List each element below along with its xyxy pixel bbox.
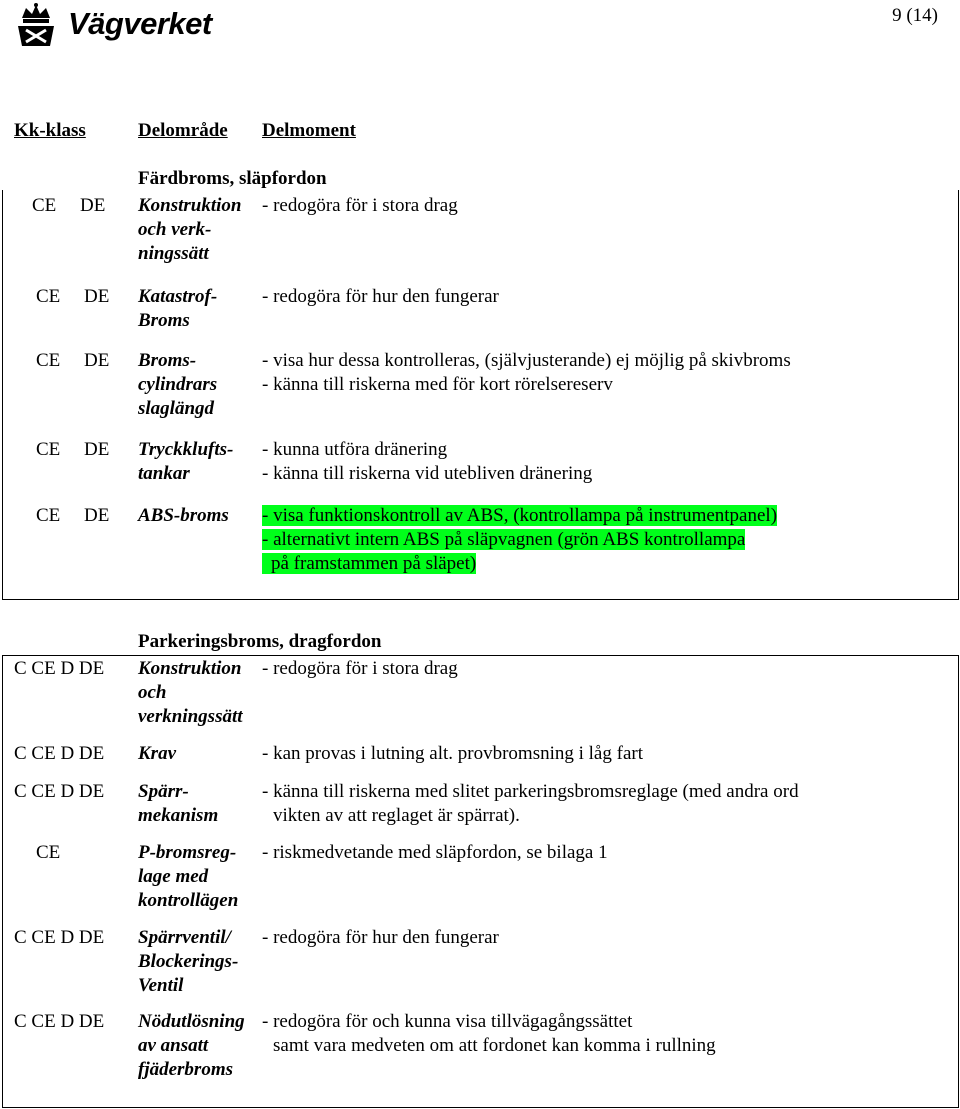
row-area: mekanism <box>138 805 219 826</box>
section-title-fardbroms: Färdbroms, släpfordon <box>138 168 327 189</box>
row-class: CE <box>36 505 61 526</box>
column-kk-klass: Kk-klass <box>14 120 86 141</box>
row-area: Konstruktion <box>138 658 242 679</box>
row-class: CE <box>32 195 57 216</box>
row-moment: - redogöra för och kunna visa tillvägagångssättet <box>262 1011 633 1032</box>
row-class: CE <box>36 350 61 371</box>
row-class: DE <box>80 195 106 216</box>
row-area: lage med <box>138 866 209 887</box>
page-number: 9 (14) <box>892 5 938 26</box>
highlight-text: - visa funktionskontroll av ABS, (kontrollampa på instrumentpanel) <box>262 505 778 526</box>
row-area: Broms <box>138 310 190 331</box>
row-area: P-bromsreg- <box>138 842 237 863</box>
highlight-text: på framstammen på släpet) <box>262 553 476 574</box>
row-moment: - redogöra för i stora drag <box>262 195 458 216</box>
row-area: verkningssätt <box>138 706 243 727</box>
row-area: slaglängd <box>138 398 215 419</box>
row-area: ABS-broms <box>138 505 229 526</box>
vagverket-logo <box>14 2 234 48</box>
row-moment: vikten av att reglaget är spärrat). <box>273 805 520 826</box>
row-moment-highlighted <box>262 504 777 528</box>
row-moment: - redogöra för i stora drag <box>262 658 458 679</box>
row-class: C CE D DE <box>14 658 105 679</box>
row-class: DE <box>84 505 110 526</box>
row-class: DE <box>84 439 110 460</box>
highlight-text: - alternativt intern ABS på släpvagnen (grön ABS kontrollampa <box>262 529 746 550</box>
row-moment: - kan provas i lutning alt. provbromsning i låg fart <box>262 743 643 764</box>
row-area: Nödutlösning <box>138 1011 245 1032</box>
row-moment: - riskmedvetande med släpfordon, se bilaga 1 <box>262 842 608 863</box>
row-area: och <box>138 682 167 703</box>
row-class: C CE D DE <box>14 927 105 948</box>
row-area: och verk- <box>138 219 212 240</box>
row-area: Spärrventil/ <box>138 927 231 948</box>
row-area: Tryckklufts- <box>138 439 234 460</box>
row-area: fjäderbroms <box>138 1059 233 1080</box>
logo-text: Vägverket <box>68 6 212 41</box>
row-moment: samt vara medveten om att fordonet kan komma i rullning <box>273 1035 716 1056</box>
row-class: CE <box>36 439 61 460</box>
row-moment-highlighted <box>262 528 745 552</box>
row-area: Ventil <box>138 975 184 996</box>
row-moment: - känna till riskerna med för kort rörelsereserv <box>262 374 613 395</box>
row-class: CE <box>36 286 61 307</box>
row-area: Broms- <box>138 350 197 371</box>
column-delmoment: Delmoment <box>262 120 356 141</box>
row-moment: - kunna utföra dränering <box>262 439 448 460</box>
row-area: tankar <box>138 463 190 484</box>
row-class: DE <box>84 350 110 371</box>
row-class: C CE D DE <box>14 781 105 802</box>
row-moment: - redogöra för hur den fungerar <box>262 286 499 307</box>
row-area: av ansatt <box>138 1035 209 1056</box>
row-moment-highlighted <box>262 552 476 576</box>
row-area: Katastrof- <box>138 286 218 307</box>
row-area: cylindrars <box>138 374 218 395</box>
row-class: C CE D DE <box>14 743 105 764</box>
row-class: C CE D DE <box>14 1011 105 1032</box>
crown-emblem-icon <box>14 2 58 48</box>
row-moment: - visa hur dessa kontrolleras, (självjusterande) ej möjlig på skivbroms <box>262 350 791 371</box>
row-area: Blockerings- <box>138 951 239 972</box>
row-area: Konstruktion <box>138 195 242 216</box>
row-area: kontrollägen <box>138 890 239 911</box>
row-area: Spärr- <box>138 781 189 802</box>
row-area: ningssätt <box>138 243 209 264</box>
row-area: Krav <box>138 743 176 764</box>
row-class: CE <box>36 842 61 863</box>
row-moment: - känna till riskerna med slitet parkeringsbromsreglage (med andra ord <box>262 781 799 802</box>
column-delomrade: Delområde <box>138 120 228 141</box>
row-class: DE <box>84 286 110 307</box>
row-moment: - redogöra för hur den fungerar <box>262 927 499 948</box>
row-moment: - känna till riskerna vid utebliven dränering <box>262 463 593 484</box>
section-title-parkeringsbroms: Parkeringsbroms, dragfordon <box>138 631 382 652</box>
